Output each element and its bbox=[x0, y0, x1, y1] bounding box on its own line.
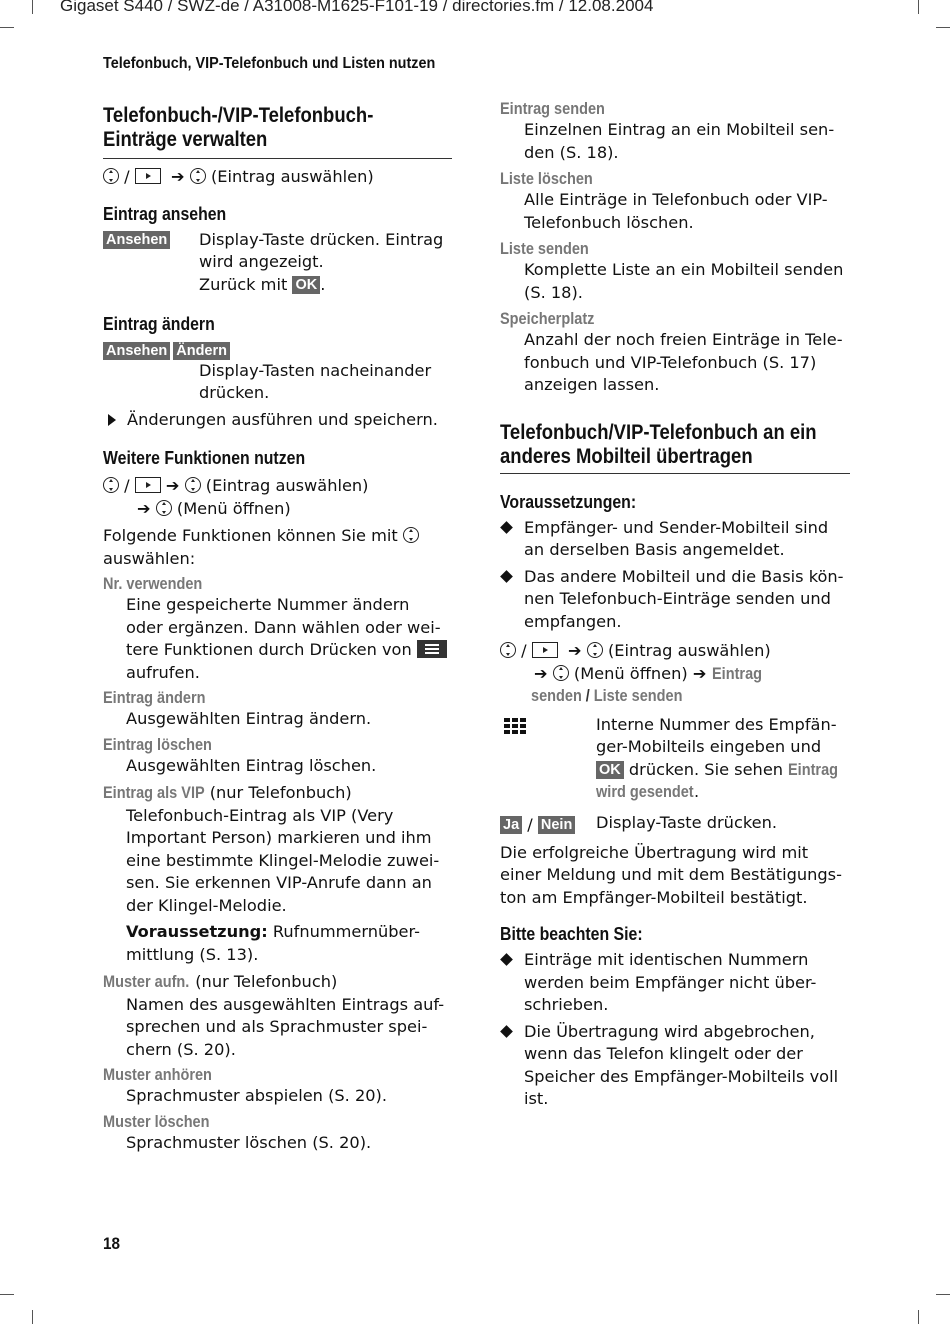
left-column bbox=[103, 100, 453, 1154]
softkey-aendern: Ändern bbox=[173, 342, 230, 360]
section-title: Telefonbuch-/VIP-Telefonbuch- Einträge verwalten bbox=[103, 104, 374, 151]
section-title: Telefonbuch/VIP-Telefonbuch an ein anderes Mobilteil übertragen bbox=[500, 420, 817, 468]
list-item: Das andere Mobilteil und die Basis kön- nen Telefonbuch-Einträge senden und empfangen. bbox=[500, 566, 852, 634]
menu-label: Muster aufn. bbox=[103, 973, 190, 991]
directory-key-icon bbox=[135, 168, 161, 184]
menu-label: Eintrag ändern bbox=[103, 689, 206, 707]
directory-key-icon bbox=[135, 477, 161, 493]
menu-label: Eintrag bbox=[711, 664, 762, 683]
menu-label: Eintrag senden bbox=[500, 100, 605, 118]
ok-key: OK bbox=[596, 761, 624, 779]
navigation-key-icon bbox=[185, 477, 201, 493]
list-item: Die Übertragung wird abgebrochen, wenn das Telefon klingelt oder der Speicher des Empfänger-Mobilteils voll ist. bbox=[500, 1021, 852, 1111]
navigation-key-icon bbox=[500, 642, 516, 658]
subheading-view: Eintrag ansehen bbox=[103, 203, 227, 224]
navigation-key-icon bbox=[190, 168, 206, 184]
list-item: Eintrag als VIP (nur Telefonbuch) Telefonbuch-Eintrag als VIP (Very Important Person) markieren und ihm eine bestimmte Klingel-Melodie zuwei- sen. Sie erkennen VIP-Anrufe dann an der Klingel-Melodie. Voraussetzung: Rufnummernüber- mittlung (S. 13). bbox=[103, 782, 453, 966]
list-item: Einträge mit identischen Nummern werden beim Empfänger nicht über- schrieben. bbox=[500, 949, 852, 1017]
menu-label: Eintrag löschen bbox=[103, 735, 212, 754]
menu-label: Nr. verwenden bbox=[103, 575, 203, 593]
navigation-key-icon bbox=[156, 500, 172, 516]
more-intro: Folgende Funktionen können Sie mit auswählen: bbox=[103, 525, 453, 570]
subheading-edit: Eintrag ändern bbox=[103, 313, 215, 334]
keypad-step: Interne Nummer des Empfän- ger-Mobilteils eingeben und OK drücken. Sie sehen Eintrag wird gesendet. bbox=[500, 714, 852, 808]
edit-step: Änderungen ausführen und speichern. bbox=[103, 409, 453, 432]
list-item: Muster löschen Sprachmuster löschen (S. 20). bbox=[103, 1113, 453, 1155]
ja-nein-step: Ja / Nein Display-Taste drücken. bbox=[500, 812, 852, 838]
subheading-prerequisites: Voraussetzungen: bbox=[500, 491, 637, 512]
list-item: Muster anhören Sprachmuster abspielen (S. 20). bbox=[103, 1066, 453, 1108]
navigation-key-icon bbox=[403, 527, 419, 543]
nav-instruction: / ➔ (Eintrag auswählen) bbox=[103, 166, 453, 189]
softkey-nein: Nein bbox=[538, 816, 575, 834]
menu-label: senden bbox=[531, 687, 582, 705]
transfer-nav: / ➔ (Eintrag auswählen) ➔ (Menü öffnen) ➔ Eintrag senden / Liste senden bbox=[500, 640, 852, 708]
list-item: Eintrag ändern Ausgewählten Eintrag ändern. bbox=[103, 689, 453, 731]
softkey-ansehen: Ansehen bbox=[103, 342, 170, 360]
bullet-icon bbox=[500, 521, 513, 534]
success-text: Die erfolgreiche Übertragung wird mit einer Meldung und mit dem Bestätigungs- ton am Empfänger-Mobilteil bestätigt. bbox=[500, 842, 842, 907]
bullet-icon bbox=[500, 1025, 513, 1038]
list-item: Liste senden Komplette Liste an ein Mobilteil senden (S. 18). bbox=[500, 240, 844, 302]
crop-mark bbox=[936, 27, 950, 28]
document-meta-line: Gigaset S440 / SWZ-de / A31008-M1625-F101-19 / directories.fm / 12.08.2004 bbox=[60, 0, 654, 15]
list-item: Speicherplatz Anzahl der noch freien Einträge in Tele- fonbuch und VIP-Telefonbuch (S. 17) anzeigen lassen. bbox=[500, 310, 843, 394]
subheading-more: Weitere Funktionen nutzen bbox=[103, 448, 306, 468]
ok-key: OK bbox=[292, 276, 320, 294]
navigation-key-icon bbox=[103, 168, 119, 184]
list-item: Nr. verwenden Eine gespeicherte Nummer ändern oder ergänzen. Dann wählen oder wei- tere Funktionen durch Drücken von aufrufen. bbox=[103, 575, 453, 684]
edit-keys bbox=[103, 341, 453, 360]
menu-label: Muster löschen bbox=[103, 1112, 210, 1131]
running-head: Telefonbuch, VIP-Telefonbuch und Listen nutzen bbox=[103, 55, 436, 72]
menu-label: Liste senden bbox=[500, 240, 589, 258]
list-item: Empfänger- und Sender-Mobilteil sind an derselben Basis angemeldet. bbox=[500, 517, 852, 562]
navigation-key-icon bbox=[587, 642, 603, 658]
view-step: Ansehen Display-Taste drücken. Eintrag wird angezeigt. Zurück mit OK . bbox=[103, 229, 453, 299]
crop-mark bbox=[918, 1310, 919, 1324]
vip-prerequisite: Voraussetzung: Rufnummernüber- mittlung (S. 13). bbox=[126, 922, 420, 964]
menu-label: Eintrag als VIP bbox=[103, 784, 205, 802]
keypad-icon bbox=[504, 718, 526, 734]
function-list bbox=[103, 575, 453, 1154]
navigation-key-icon bbox=[553, 665, 569, 681]
subheading-note: Bitte beachten Sie: bbox=[500, 924, 643, 944]
menu-label: Liste löschen bbox=[500, 170, 593, 188]
menu-label: wird gesendet bbox=[596, 783, 694, 801]
right-column bbox=[500, 100, 852, 1111]
menu-label: Muster anhören bbox=[103, 1066, 212, 1084]
menu-label: Speicherplatz bbox=[500, 310, 595, 328]
menu-key-icon bbox=[417, 640, 447, 658]
softkey-ansehen: Ansehen bbox=[103, 231, 170, 249]
directory-key-icon bbox=[532, 642, 558, 658]
step-arrow-icon bbox=[108, 414, 116, 426]
crop-mark bbox=[32, 0, 33, 14]
crop-mark bbox=[936, 1294, 950, 1295]
edit-desc: Display-Tasten nacheinander drücken. bbox=[199, 360, 432, 402]
list-item: Liste löschen Alle Einträge in Telefonbuch oder VIP- Telefonbuch löschen. bbox=[500, 170, 828, 232]
list-item: Eintrag löschen Ausgewählten Eintrag löschen. bbox=[103, 736, 453, 778]
softkey-ja: Ja bbox=[500, 816, 522, 834]
menu-label: Eintrag bbox=[788, 760, 839, 779]
bullet-icon bbox=[500, 953, 513, 966]
more-nav: / ➔ (Eintrag auswählen) ➔ (Menü öffnen) bbox=[103, 475, 453, 520]
crop-mark bbox=[0, 27, 14, 28]
crop-mark bbox=[0, 1294, 14, 1295]
crop-mark bbox=[918, 0, 919, 14]
crop-mark bbox=[32, 1310, 33, 1324]
list-item: Eintrag senden Einzelnen Eintrag an ein Mobilteil sen- den (S. 18). bbox=[500, 100, 835, 162]
menu-label: Liste senden bbox=[593, 687, 683, 705]
list-item: Muster aufn. (nur Telefonbuch) Namen des ausgewählten Eintrags auf- sprechen und als Sprachmuster spei- chern (S. 20). bbox=[103, 972, 445, 1059]
page-number: 18 bbox=[103, 1234, 121, 1253]
navigation-key-icon bbox=[103, 477, 119, 493]
bullet-icon bbox=[500, 570, 513, 583]
